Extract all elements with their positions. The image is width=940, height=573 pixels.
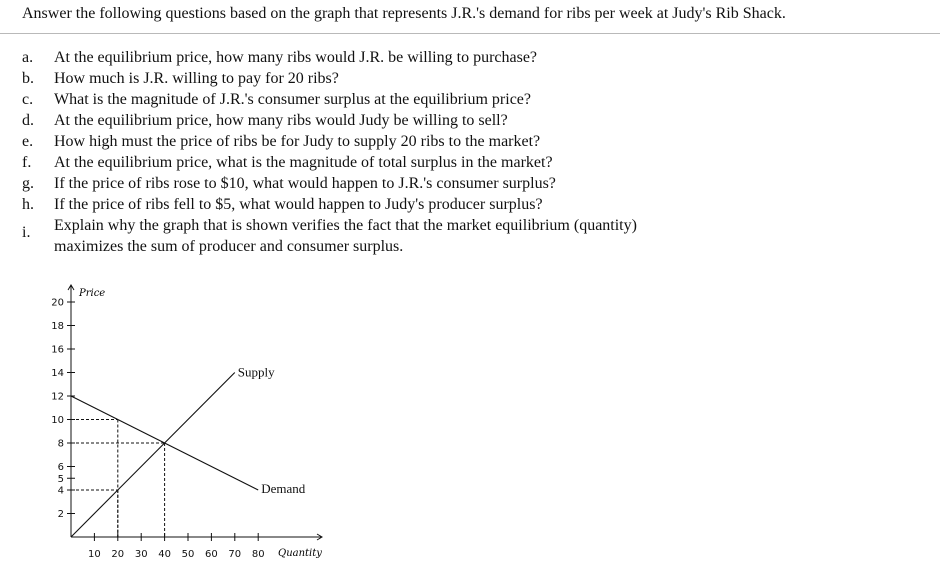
question-text: If the price of ribs fell to $5, what would happen to Judy's producer surplus? (54, 196, 543, 213)
y-tick-label: 2 (57, 509, 64, 520)
question-text: At the equilibrium price, how many ribs would J.R. be willing to purchase? (54, 49, 538, 66)
supply-curve (71, 373, 235, 538)
x-tick-label: 40 (158, 549, 171, 560)
y-tick-label: 8 (57, 438, 64, 450)
question-label: d. (22, 112, 34, 129)
y-tick-label: 5 (57, 473, 64, 485)
question-text: Explain why the graph that is shown verifies the fact that the market equilibrium (quantity) maximizes the sum of producer and consumer surplus. (54, 217, 637, 255)
question-label: b. (22, 70, 34, 87)
x-tick-label: 60 (205, 549, 218, 560)
y-tick-label: 6 (57, 462, 64, 473)
x-tick-label: 70 (228, 549, 242, 560)
demand-label: Demand (261, 481, 306, 496)
x-axis-title: Quantity (278, 548, 322, 559)
question-label: i. (22, 224, 31, 241)
question-text: What is the magnitude of J.R.'s consumer surplus at the equilibrium price? (54, 91, 531, 108)
x-tick-label: 80 (251, 549, 265, 560)
y-tick-label: 4 (57, 485, 64, 497)
y-tick-label: 16 (51, 344, 64, 356)
question-label: f. (22, 154, 32, 171)
question-text: How much is J.R. willing to pay for 20 ribs? (54, 70, 339, 87)
y-tick-label: 14 (51, 368, 64, 379)
question-label: c. (22, 91, 34, 108)
y-tick-label: 20 (51, 297, 64, 309)
y-tick-label: 18 (51, 321, 64, 332)
question-label: h. (22, 196, 34, 213)
y-tick-label: 10 (51, 415, 64, 426)
supply-label: Supply (237, 364, 275, 380)
x-tick-label: 20 (111, 549, 125, 560)
x-tick-label: 30 (134, 549, 148, 560)
x-tick-label: 50 (181, 549, 195, 560)
question-text: If the price of ribs rose to $10, what would happen to J.R.'s consumer surplus? (54, 175, 556, 192)
question-label: a. (22, 49, 34, 66)
question-label: g. (22, 175, 34, 192)
question-label: e. (22, 133, 34, 150)
question-text: At the equilibrium price, how many ribs would Judy be willing to sell? (54, 112, 508, 129)
question-text: At the equilibrium price, what is the magnitude of total surplus in the market? (54, 154, 553, 171)
question-text: How high must the price of ribs be for Judy to supply 20 ribs to the market? (54, 133, 541, 150)
x-tick-label: 10 (88, 549, 101, 560)
y-axis-title: Price (79, 288, 106, 299)
intro-text: Answer the following questions based on the graph that represents J.R.'s demand for ribs per week at Judy's Rib Shack. (22, 5, 786, 22)
y-tick-label: 12 (51, 391, 64, 403)
